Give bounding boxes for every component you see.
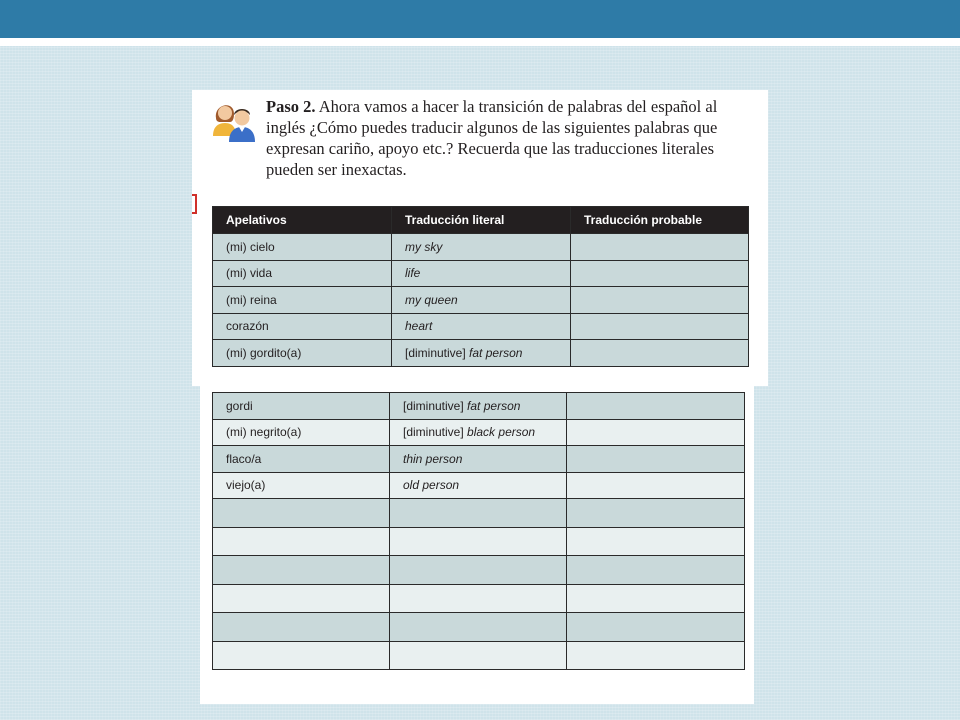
worksheet-scan-top xyxy=(192,90,768,386)
slide-header-bar xyxy=(0,0,960,38)
term-cell: (mi) negrito(a) xyxy=(213,419,390,446)
probable-translation-cell[interactable] xyxy=(567,393,745,420)
literal-translation-cell[interactable] xyxy=(390,556,567,585)
literal-translation-cell: old person xyxy=(390,472,567,499)
probable-translation-cell[interactable] xyxy=(567,641,745,670)
term-cell[interactable] xyxy=(213,613,390,642)
probable-translation-cell[interactable] xyxy=(571,313,749,340)
term-cell: viejo(a) xyxy=(213,472,390,499)
literal-translation-cell xyxy=(390,393,567,420)
table-row xyxy=(213,234,749,261)
column-header-apelativos: Apelativos xyxy=(213,207,392,234)
table-row xyxy=(213,287,749,314)
red-bracket-mark xyxy=(192,194,197,214)
step-instruction-text: Ahora vamos a hacer la transición de palabras del español al inglés ¿Cómo puedes traducir algunos de las siguientes palabras que expresan cariño, apoyo etc.? Recuerda que las traducciones literales pueden ser inexactas. xyxy=(266,97,718,179)
literal-translation-cell: heart xyxy=(392,313,571,340)
diminutive-prefix: [diminutive] xyxy=(403,398,464,413)
probable-translation-cell[interactable] xyxy=(571,340,749,367)
literal-translation-cell[interactable] xyxy=(390,499,567,528)
term-cell[interactable] xyxy=(213,499,390,528)
table-row xyxy=(213,556,745,585)
table-row xyxy=(213,313,749,340)
term-cell[interactable] xyxy=(213,641,390,670)
table-row xyxy=(213,527,745,556)
term-cell: (mi) reina xyxy=(213,287,392,314)
literal-translation-cell xyxy=(392,340,571,367)
probable-translation-cell[interactable] xyxy=(567,584,745,613)
literal-translation-cell[interactable] xyxy=(390,527,567,556)
literal-translation-text: fat person xyxy=(467,398,521,413)
vocabulary-table-continued xyxy=(212,392,745,670)
literal-translation-cell: thin person xyxy=(390,446,567,473)
two-students-icon xyxy=(210,96,258,144)
literal-translation-cell: my queen xyxy=(392,287,571,314)
literal-translation-cell: my sky xyxy=(392,234,571,261)
term-cell: (mi) vida xyxy=(213,260,392,287)
probable-translation-cell[interactable] xyxy=(567,472,745,499)
probable-translation-cell[interactable] xyxy=(571,287,749,314)
literal-translation-cell: life xyxy=(392,260,571,287)
probable-translation-cell[interactable] xyxy=(567,527,745,556)
literal-translation-cell xyxy=(390,419,567,446)
probable-translation-cell[interactable] xyxy=(567,419,745,446)
table-row xyxy=(213,499,745,528)
table-row xyxy=(213,340,749,367)
column-header-literal: Traducción literal xyxy=(392,207,571,234)
table-row xyxy=(213,446,745,473)
term-cell: corazón xyxy=(213,313,392,340)
term-cell[interactable] xyxy=(213,527,390,556)
table-row xyxy=(213,584,745,613)
table-row xyxy=(213,641,745,670)
table-header-row xyxy=(213,207,749,234)
term-cell: (mi) cielo xyxy=(213,234,392,261)
literal-translation-cell[interactable] xyxy=(390,584,567,613)
probable-translation-cell[interactable] xyxy=(571,260,749,287)
table-row xyxy=(213,472,745,499)
table-row xyxy=(213,393,745,420)
term-cell[interactable] xyxy=(213,556,390,585)
literal-translation-cell[interactable] xyxy=(390,613,567,642)
probable-translation-cell[interactable] xyxy=(567,613,745,642)
literal-translation-cell[interactable] xyxy=(390,641,567,670)
probable-translation-cell[interactable] xyxy=(571,234,749,261)
step-label: Paso 2. xyxy=(266,97,316,116)
column-header-probable: Traducción probable xyxy=(571,207,749,234)
term-cell[interactable] xyxy=(213,584,390,613)
vocabulary-table xyxy=(212,206,749,367)
diminutive-prefix: [diminutive] xyxy=(403,425,464,440)
table-row xyxy=(213,260,749,287)
table-row xyxy=(213,419,745,446)
term-cell: flaco/a xyxy=(213,446,390,473)
step-instructions xyxy=(266,96,746,180)
slide-header-divider xyxy=(0,38,960,46)
table-row xyxy=(213,613,745,642)
probable-translation-cell[interactable] xyxy=(567,499,745,528)
literal-translation-text: fat person xyxy=(469,345,523,360)
literal-translation-text: black person xyxy=(467,425,536,440)
worksheet-scan-bottom xyxy=(200,386,754,704)
term-cell: (mi) gordito(a) xyxy=(213,340,392,367)
term-cell: gordi xyxy=(213,393,390,420)
diminutive-prefix: [diminutive] xyxy=(405,345,466,360)
probable-translation-cell[interactable] xyxy=(567,556,745,585)
probable-translation-cell[interactable] xyxy=(567,446,745,473)
